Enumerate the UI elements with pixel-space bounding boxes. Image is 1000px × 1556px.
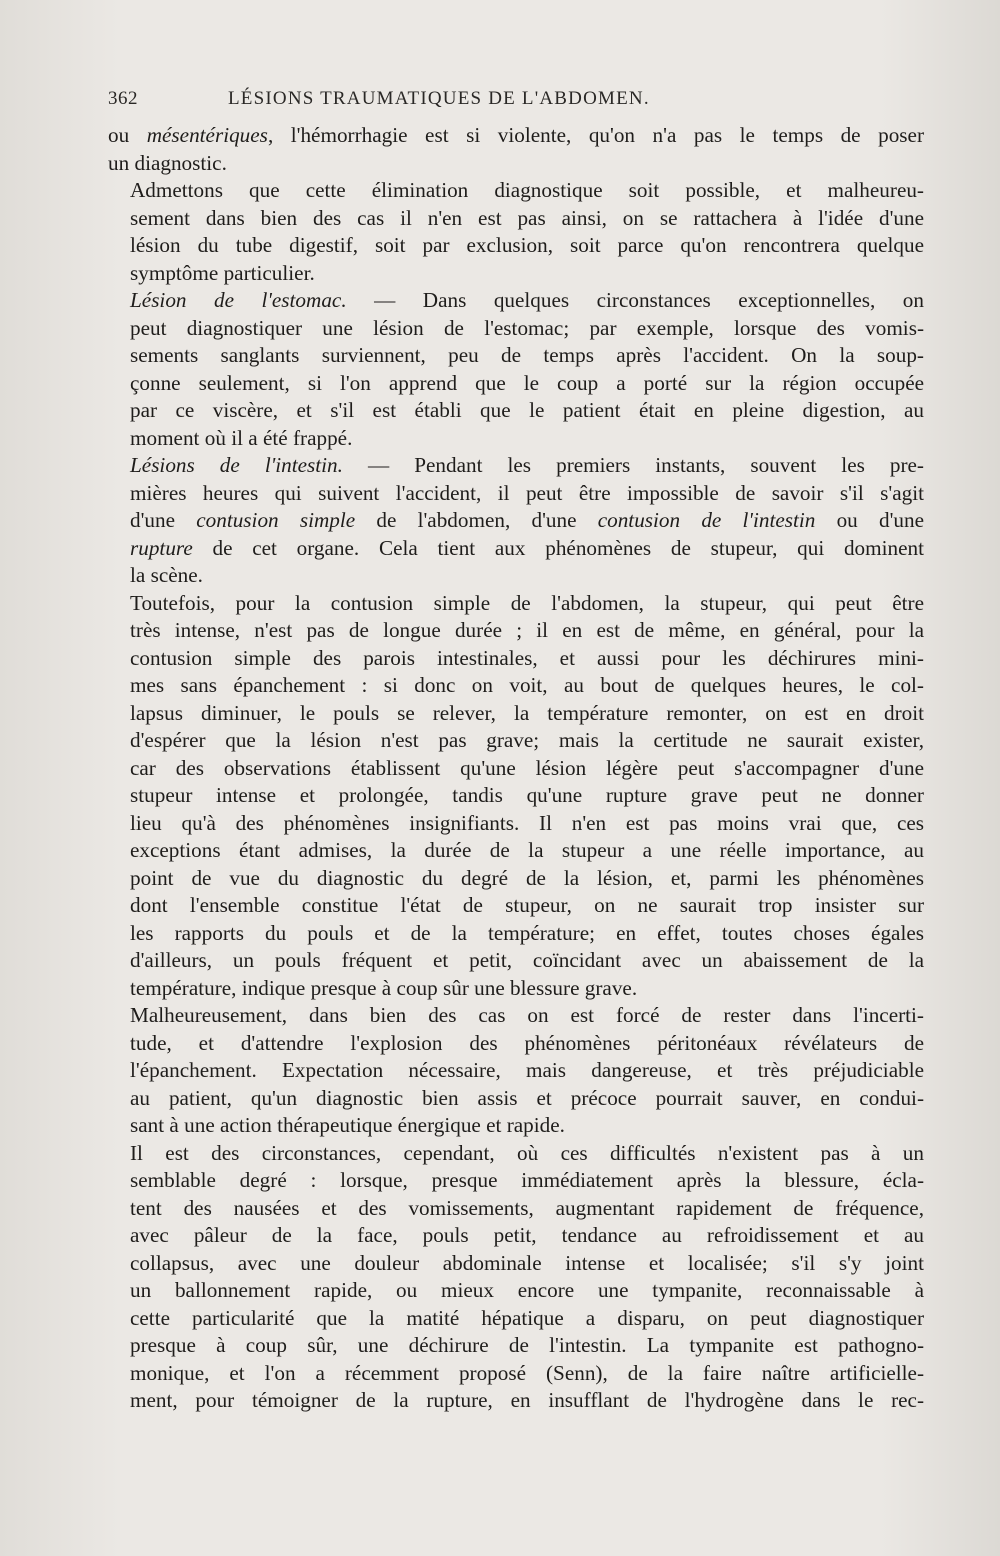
- text-line: [108, 1030, 924, 1058]
- text-line: [108, 975, 924, 1003]
- text-run: — Pendant les premiers instants, souvent les pre-: [342, 453, 924, 477]
- text-run: par ce viscère, et s'il est établi que le patient était en pleine digestion, au: [130, 398, 924, 422]
- text-line: [108, 755, 924, 783]
- text-line: [108, 810, 924, 838]
- text-run: semblable degré : lorsque, presque immédiatement après la blessure, écla-: [130, 1168, 924, 1192]
- text-run: ment, pour témoigner de la rupture, en insufflant de l'hydrogène dans le rec-: [130, 1388, 924, 1412]
- text-line: [108, 1112, 924, 1140]
- italic-text: Lésions de l'intestin.: [130, 453, 343, 477]
- running-head: LÉSIONS TRAUMATIQUES DE L'ABDOMEN.: [228, 88, 650, 109]
- text-run: lésion du tube digestif, soit par exclusion, soit parce qu'on rencontrera quelque: [130, 233, 924, 257]
- text-line: [108, 1305, 924, 1333]
- paragraph: [108, 177, 924, 287]
- italic-text: contusion simple: [196, 508, 356, 532]
- italic-text: Lésion de l'estomac.: [130, 288, 347, 312]
- italic-text: contusion de l'intestin: [597, 508, 816, 532]
- text-line: [108, 452, 924, 480]
- text-run: point de vue du diagnostic du degré de la lésion, et, parmi les phénomènes: [130, 865, 924, 890]
- text-run: Il est des circonstances, cependant, où ces difficultés n'existent pas à un: [130, 1140, 924, 1165]
- text-line: [108, 1195, 924, 1223]
- text-line: [108, 1085, 924, 1113]
- text-line: [108, 122, 924, 150]
- text-run: de cet organe. Cela tient aux phénomènes de stupeur, qui dominent: [192, 535, 924, 560]
- text-line: [108, 342, 924, 370]
- text-run: mes sans épanchement : si donc on voit, au bout de quelques heures, le col-: [130, 673, 924, 697]
- text-run: moment où il a été frappé.: [130, 425, 353, 450]
- text-run: lieu qu'à des phénomènes insignifiants. Il n'en est pas moins vrai que, ces: [130, 810, 924, 835]
- text-run: l'épanchement. Expectation nécessaire, mais dangereuse, et très préjudiciable: [130, 1058, 924, 1082]
- text-line: [108, 315, 924, 343]
- text-line: [108, 947, 924, 975]
- text-line: [108, 507, 924, 535]
- text-line: [108, 892, 924, 920]
- text-run: Toutefois, pour la contusion simple de l'abdomen, la stupeur, qui peut être: [130, 590, 924, 615]
- text-line: [108, 370, 924, 398]
- text-run: tent des nausées et des vomissements, augmentant rapidement de fréquence,: [130, 1195, 924, 1220]
- page-number: 362: [108, 88, 138, 109]
- text-line: [108, 1140, 924, 1168]
- text-line: [108, 837, 924, 865]
- text-line: [108, 205, 924, 233]
- body-text: [108, 122, 924, 1415]
- text-run: un ballonnement rapide, ou mieux encore une tympanite, reconnaissable à: [130, 1278, 924, 1302]
- text-line: [108, 287, 924, 315]
- paragraph: [108, 287, 924, 452]
- text-run: mières heures qui suivent l'accident, il peut être impossible de savoir s'il s'agit: [130, 480, 924, 505]
- text-line: [108, 617, 924, 645]
- paragraph: [108, 122, 924, 177]
- text-run: la scène.: [130, 563, 203, 587]
- text-line: [108, 1277, 924, 1305]
- paragraph: [108, 1140, 924, 1415]
- paragraph: [108, 452, 924, 590]
- text-run: Malheureusement, dans bien des cas on est forcé de rester dans l'incerti-: [130, 1003, 924, 1027]
- text-run: — Dans quelques circonstances exceptionnelles, on: [346, 288, 924, 312]
- text-run: d'ailleurs, un pouls fréquent et petit, coïncidant avec un abaissement de la: [130, 948, 924, 972]
- text-line: [108, 397, 924, 425]
- text-line: [108, 727, 924, 755]
- text-run: peut diagnostiquer une lésion de l'estomac; par exemple, lorsque des vomis-: [130, 315, 924, 340]
- text-line: [108, 672, 924, 700]
- text-line: [108, 1167, 924, 1195]
- text-run: lapsus diminuer, le pouls se relever, la température remonter, on est en droit: [130, 700, 924, 725]
- text-line: [108, 590, 924, 618]
- text-run: de l'abdomen, d'une: [355, 508, 598, 532]
- text-run: sant à une action thérapeutique énergique et rapide.: [130, 1113, 565, 1137]
- text-line: [108, 1332, 924, 1360]
- text-line: [108, 700, 924, 728]
- text-run: monique, et l'on a récemment proposé (Senn), de la faire naître artificielle-: [130, 1360, 924, 1385]
- text-run: température, indique presque à coup sûr une blessure grave.: [130, 975, 638, 1000]
- text-line: [108, 920, 924, 948]
- italic-text: rupture: [130, 535, 193, 560]
- text-line: [108, 425, 924, 453]
- text-line: [108, 865, 924, 893]
- text-line: [108, 1250, 924, 1278]
- text-run: au patient, qu'un diagnostic bien assis et précoce pourrait sauver, en condui-: [130, 1085, 924, 1110]
- text-run: d'une: [130, 508, 197, 532]
- italic-text: mésentériques: [146, 123, 268, 147]
- text-line: [108, 1222, 924, 1250]
- text-run: les rapports du pouls et de la température; en effet, toutes choses égales: [130, 920, 924, 945]
- text-run: Admettons que cette élimination diagnostique soit possible, et malheureu-: [130, 178, 924, 202]
- text-run: ou: [108, 123, 147, 147]
- text-line: [108, 232, 924, 260]
- text-run: symptôme particulier.: [130, 260, 315, 285]
- text-run: collapsus, avec une douleur abdominale intense et localisée; s'il s'y joint: [130, 1250, 924, 1275]
- text-line: [108, 645, 924, 673]
- text-run: , l'hémorrhagie est si violente, qu'on n'a pas le temps de poser: [267, 123, 925, 147]
- text-line: [108, 1360, 924, 1388]
- text-run: sement dans bien des cas il n'en est pas ainsi, on se rattachera à l'idée d'une: [130, 205, 924, 230]
- text-run: avec pâleur de la face, pouls petit, tendance au refroidissement et au: [130, 1223, 924, 1247]
- text-line: [108, 782, 924, 810]
- text-line: [108, 480, 924, 508]
- text-run: sements sanglants surviennent, peu de temps après l'accident. On la soup-: [130, 343, 924, 367]
- text-run: très intense, n'est pas de longue durée ; il en est de même, en général, pour la: [130, 618, 924, 642]
- page-header: [108, 88, 928, 118]
- text-run: ou d'une: [815, 508, 924, 532]
- text-run: d'espérer que la lésion n'est pas grave; mais la certitude ne saurait exister,: [130, 728, 924, 752]
- text-run: stupeur intense et prolongée, tandis qu'une rupture grave peut ne donner: [130, 783, 924, 807]
- text-run: contusion simple des parois intestinales, et aussi pour les déchirures mini-: [130, 645, 924, 670]
- text-line: [108, 260, 924, 288]
- text-line: [108, 562, 924, 590]
- text-run: cette particularité que la matité hépatique a disparu, on peut diagnostiquer: [130, 1305, 924, 1330]
- paragraph: [108, 1002, 924, 1140]
- text-run: presque à coup sûr, une déchirure de l'intestin. La tympanite est pathogno-: [130, 1333, 924, 1357]
- text-run: tude, et d'attendre l'explosion des phénomènes péritonéaux révélateurs de: [130, 1030, 924, 1055]
- text-line: [108, 150, 924, 178]
- text-run: un diagnostic.: [108, 150, 227, 175]
- text-run: car des observations établissent qu'une lésion légère peut s'accompagner d'une: [130, 755, 924, 780]
- paragraph: [108, 590, 924, 1003]
- text-line: [108, 1387, 924, 1415]
- text-line: [108, 1057, 924, 1085]
- text-run: dont l'ensemble constitue l'état de stupeur, on ne saurait trop insister sur: [130, 893, 924, 917]
- text-line: [108, 1002, 924, 1030]
- text-run: çonne seulement, si l'on apprend que le coup a porté sur la région occupée: [130, 370, 924, 395]
- text-run: exceptions étant admises, la durée de la stupeur a une réelle importance, au: [130, 838, 924, 862]
- text-line: [108, 177, 924, 205]
- text-line: [108, 535, 924, 563]
